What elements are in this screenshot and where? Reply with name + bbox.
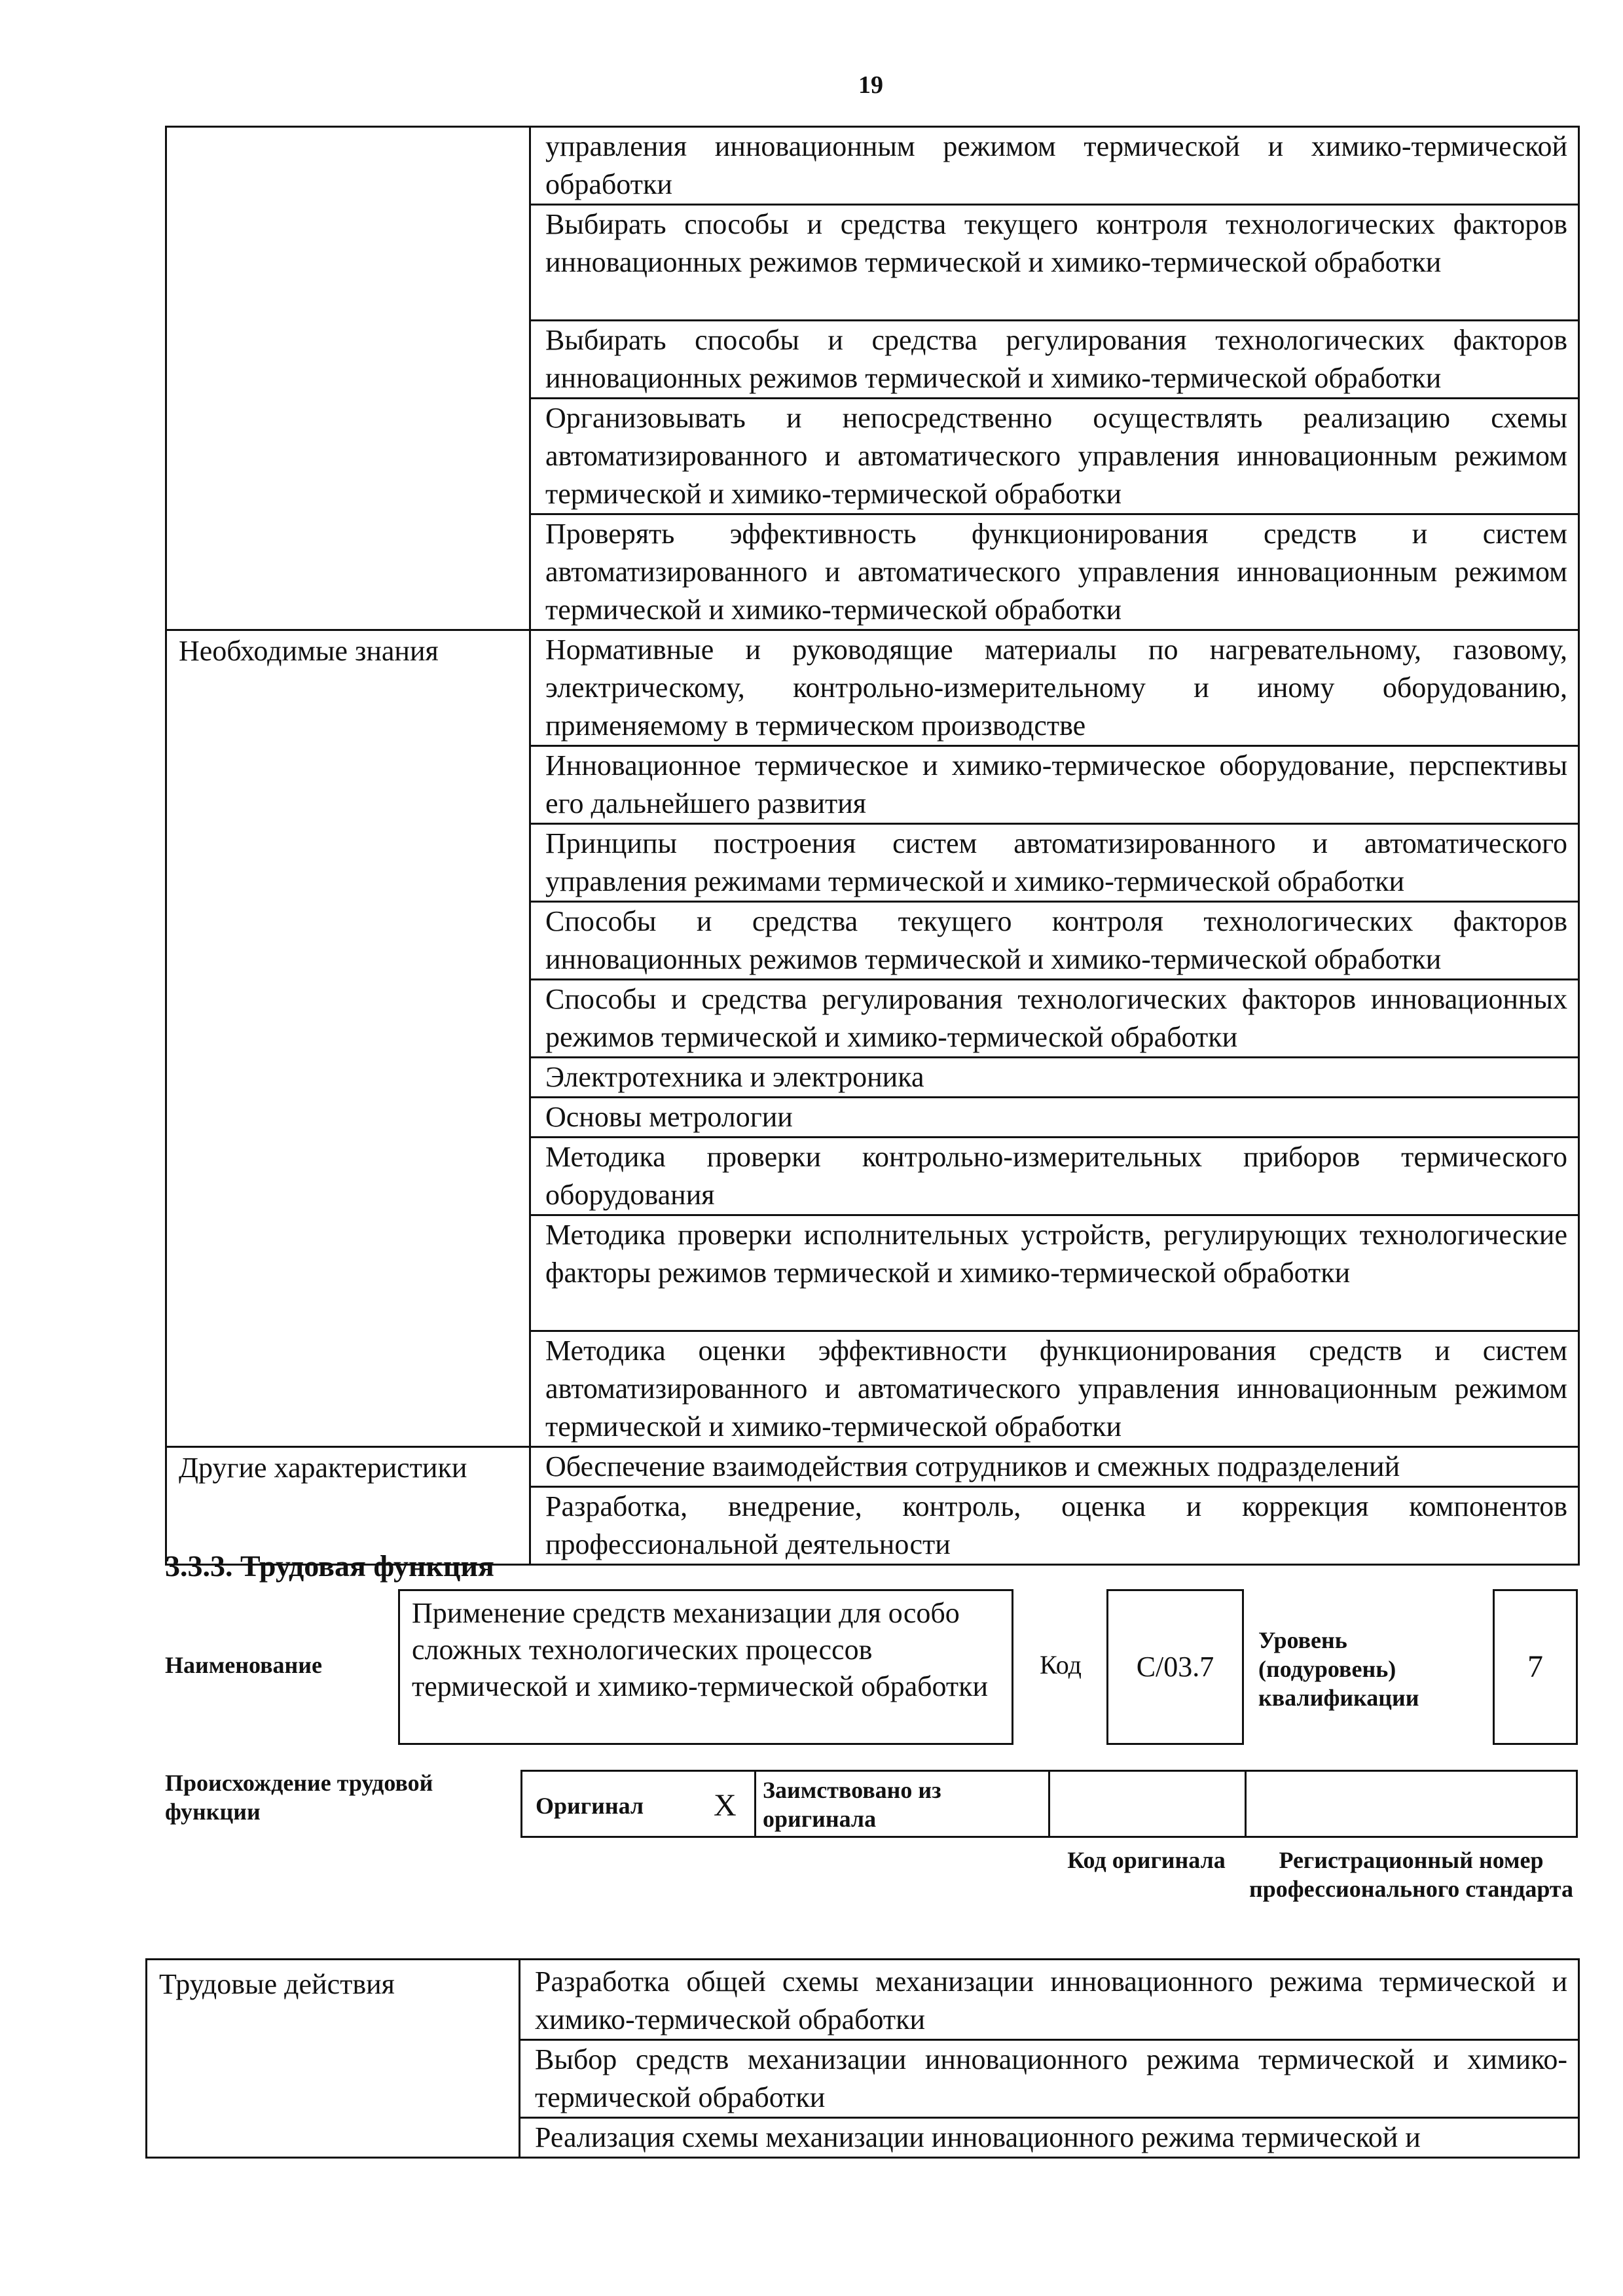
row-label [166,127,530,630]
reg-number-cell [1245,1770,1578,1838]
table-cell: Выбор средств механизации инновационного режима термической и химико-термической обработки [520,2040,1579,2118]
table-cell: Обеспечение взаимодействия сотрудников и смежных подразделений [530,1447,1579,1487]
row-label: Другие характеристики [166,1447,530,1565]
section-heading: 3.3.3. Трудовая функция [165,1549,494,1583]
table-cell: Основы метрологии [530,1098,1579,1138]
knowledge-table [165,126,1580,1566]
original-mark: X [714,1788,737,1823]
table-row [147,1960,1579,2040]
level-label: Уровень (подуровень) квалификации [1258,1627,1419,1711]
table-cell: Выбирать способы и средства текущего контроля технологических факторов инновационных режимов термической и химико-термической обработки [530,205,1579,321]
original-cell [520,1770,756,1838]
level-value-box: 7 [1493,1589,1578,1745]
table-row [166,1447,1579,1487]
table-cell: Разработка, внедрение, контроль, оценка и коррекция компонентов профессиональной деятельности [530,1487,1579,1565]
table-cell: Методика проверки контрольно-измерительных приборов термического оборудования [530,1138,1579,1215]
table-cell: Принципы построения систем автоматизированного и автоматического управления режимами термической и химико-термической обработки [530,824,1579,902]
table-cell: Проверять эффективность функционирования средств и систем автоматизированного и автоматического управления инновационным режимом термической и химико-термической обработки [530,514,1579,630]
table-cell: Способы и средства текущего контроля технологических факторов инновационных режимов термической и химико-термической обработки [530,902,1579,980]
orig-code-caption: Код оригинала [1067,1847,1226,1873]
table-cell: управления инновационным режимом термической и химико-термической обработки [530,127,1579,205]
table-cell: Организовывать и непосредственно осуществлять реализацию схемы автоматизированного и автоматического управления инновационным режимом термической и химико-термической обработки [530,399,1579,514]
function-name-box: Применение средств механизации для особо сложных технологических процессов термической и химико-термической обработки [398,1589,1013,1745]
table-cell: Методика проверки исполнительных устройств, регулирующих технологические факторы режимов термической и химико-термической обработки [530,1215,1579,1331]
page-number: 19 [858,71,883,99]
borrowed-cell [754,1770,1050,1838]
row-label: Необходимые знания [166,630,530,1447]
borrowed-label: Заимствовано из оригинала [763,1777,941,1832]
table-cell: Электротехника и электроника [530,1058,1579,1098]
table-cell: Нормативные и руководящие материалы по нагревательному, газовому, электрическому, контрольно-измерительному и иному оборудованию, применяемому в термическом производстве [530,630,1579,746]
row-label: Трудовые действия [147,1960,520,2158]
table-cell: Способы и средства регулирования технологических факторов инновационных режимов термической и химико-термической обработки [530,980,1579,1058]
code-value-box: C/03.7 [1106,1589,1244,1745]
original-label: Оригинал [536,1793,644,1819]
table-row [166,630,1579,746]
actions-table [145,1958,1580,2159]
table-cell: Инновационное термическое и химико-термическое оборудование, перспективы его дальнейшего развития [530,746,1579,824]
origin-label: Происхождение трудовой функции [165,1770,433,1825]
original-code-cell [1048,1770,1247,1838]
table-cell: Реализация схемы механизации инновационного режима термической и [520,2118,1579,2158]
table-cell: Разработка общей схемы механизации инновационного режима термической и химико-термической обработки [520,1960,1579,2040]
code-label: Код [1040,1650,1082,1679]
name-label: Наименование [165,1652,322,1678]
table-cell: Выбирать способы и средства регулирования технологических факторов инновационных режимов термической и химико-термической обработки [530,321,1579,399]
reg-number-caption: Регистрационный номер профессионального стандарта [1249,1847,1573,1902]
table-row [166,127,1579,205]
table-cell: Методика оценки эффективности функционирования средств и систем автоматизированного и автоматического управления инновационным режимом термической и химико-термической обработки [530,1331,1579,1447]
